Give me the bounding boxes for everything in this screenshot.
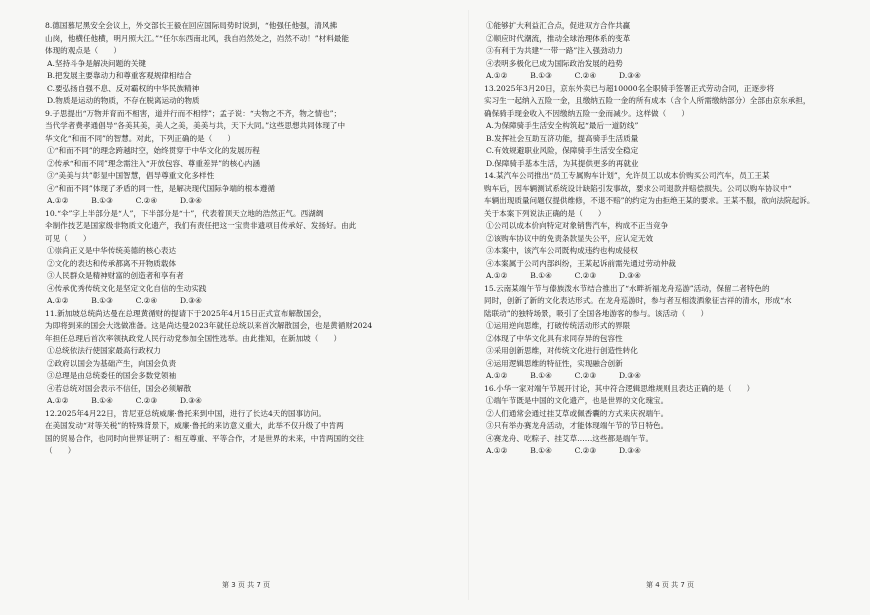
question-stem-line: 华文化“和而不同”的智慧。对此，下列正确的是（ ）: [45, 133, 236, 143]
answer-option: ④“和而不同”体现了矛盾的同一性，是解决现代国际争端的根本遵循: [47, 183, 275, 193]
question-stem-line: 购车后，因车辆测试系统设计缺陷引发事故，要求公司退款并赔偿损失。公司以购车协议中“: [484, 183, 792, 193]
question-block: [484, 283, 870, 383]
question-block: [45, 408, 450, 458]
question-stem-line: 10.“伞”字上半部分是“人”，下半部分是“十”，代表着顶天立地的浩然正气。西湖绸: [45, 208, 324, 218]
right-page-column: [484, 20, 870, 458]
answer-option: B.把发展主要靠动力和尊重客观规律相结合: [47, 71, 192, 80]
question-stem-line: （ ）: [45, 446, 76, 455]
question-stem-line: 16.小华一家对端午节展开讨论，其中符合逻辑思维规则且表达正确的是（ ）: [484, 383, 755, 393]
question-stem-line: 确保骑手现金收入不因缴纳五险一金而减少。这样做（ ）: [484, 108, 690, 118]
answer-option: ③只有举办赛龙舟活动，才能体现端午节的节日特色。: [486, 421, 669, 430]
answer-option: ④传承优秀传统文化是坚定文化自信的生动实践: [47, 283, 207, 293]
answer-option: ②政府以国会为基础产生，向国会负责: [47, 358, 177, 368]
question-stem-line: 14.某汽车公司推出“员工专属购车计划”，允许员工以成本价购买公司汽车，员工王某: [484, 171, 770, 180]
page-number-left: 第 3 页 共 7 页: [222, 581, 271, 589]
answer-option: A.①② B.①③ C.②④ D.③④: [47, 196, 202, 205]
question-block: [484, 83, 870, 171]
answer-option: ②该购车协议中的免责条款显失公平，应认定无效: [486, 233, 654, 243]
answer-option: A.为保障骑手生活安全构筑起“最后一道防线”: [486, 121, 639, 130]
question-stem-line: 伞制作技艺是国家级非物质文化遗产，我们有责任把这一宝贵非遗项目传承好、发扬好。由此: [45, 221, 357, 230]
answer-option: ④表明多极化已成为国际政治发展的趋势: [486, 58, 623, 68]
question-stem-line: 实习生一起纳入五险一金，且缴纳五险一金的所有成本（含个人所需缴纳部分）全部由京东承担，: [484, 96, 811, 105]
answer-option: ②体现了中华文化具有求同存异的包容性: [486, 333, 623, 343]
question-block: [484, 383, 870, 458]
answer-option: ④运用逻辑思维的特征性，实现融合创新: [486, 358, 623, 368]
answer-option: A.①② B.①④ C.②③ D.③④: [486, 446, 641, 455]
answer-option: ④赛龙舟、吃粽子、挂艾草……这些都是端午节。: [486, 433, 654, 443]
question-stem-line: 体现的观点是（ ）: [45, 46, 121, 55]
answer-option: B.发挥社会互助互济功能，提高骑手生活质量: [486, 133, 639, 143]
answer-option: C.有效规避职业风险，保障骑手生活安全稳定: [486, 146, 639, 155]
answer-option: ①崇尚正义是中华传统美德的核心表达: [47, 246, 177, 255]
answer-option: D.保障骑手基本生活，为其提供更多的再就业: [486, 158, 639, 168]
question-stem-line: 年担任总理后首次率领执政党人民行动党参加全国性选举。由此推知，在新加坡（ ）: [45, 333, 342, 343]
answer-option: ③有利于为共建“一带一路”注入强劲动力: [486, 46, 623, 55]
question-stem-line: 国的贸易合作，也同时向世界证明了：相互尊重、平等合作，才是世界的未来，中肯两国的交往: [45, 433, 364, 443]
question-block: [45, 208, 450, 308]
question-stem-line: 同时，创新了新的文化表达形式。在龙舟巡游时，参与者互相泼洒象征吉祥的清水，形成“水: [484, 296, 792, 305]
question-stem-line: 12.2025年4月22日，肯尼亚总统威廉·鲁托来到中国，进行了长达4天的国事访问。: [45, 408, 326, 418]
answer-option: A.①② B.①③ C.②④ D.③④: [47, 296, 202, 305]
answer-option: ③采用创新思维，对传统文化进行创造性转化: [486, 346, 638, 355]
question-stem-line: 当代学者费孝通倡导“各美其美，美人之美，美美与共，天下大同。”这些思想共同体现了中: [45, 121, 346, 130]
question-stem-line: 9.子思提出“万物并育而不相害，道并行而不相悖”；孟子说：“夫物之不齐，物之情也”；: [45, 108, 342, 118]
question-block: [484, 20, 870, 83]
question-block: [45, 20, 450, 108]
answer-option: ②顺应时代潮流，推动全球治理体系的变革: [486, 33, 631, 43]
answer-option: ①总统依法行使国家最高行政权力: [47, 346, 161, 355]
question-stem-line: 车辆出现质量问题仅提供维修，不退不赔”的约定为由拒绝王某的要求。王某不服，欲向法院起诉。: [484, 196, 815, 205]
answer-option: D.物质是运动的物质，不存在脱离运动的物质: [47, 96, 200, 105]
question-stem-line: 13.2025年3月20日，京东外卖已与超10000名全职骑手签署正式劳动合同，正逐步将: [484, 83, 775, 93]
question-block: [45, 308, 450, 408]
answer-option: ①端午节既是中国的文化遗产，也是世界的文化瑰宝。: [486, 396, 669, 405]
answer-option: C.要弘扬自强不息、反对霸权的中华民族精神: [47, 83, 200, 93]
question-stem-line: 11.新加坡总统尚达曼在总理黄循财的提请下于2025年4月15日正式宣布解散国会，: [45, 308, 327, 318]
question-stem-line: 8.德国慕尼黑安全会议上，外交部长王毅在回应国际局势时说到，“他强任他强，清风拂: [45, 21, 338, 30]
answer-option: ③本案中，该汽车公司既构成违约也构成侵权: [486, 246, 638, 255]
answer-option: A.①② B.①③ C.②④ D.③④: [486, 71, 641, 80]
left-page-column: [45, 20, 450, 458]
answer-option: ①能够扩大利益汇合点，促进双方合作共赢: [486, 21, 631, 30]
answer-option: ①运用逆向思维，打破传统活动形式的界限: [486, 321, 631, 330]
answer-option: ②传承“和而不同”理念需注入“开放包容、尊重差异”的核心内涵: [47, 158, 260, 168]
question-stem-line: 陆联动”的独特场景，吸引了全国各地游客的参与。该活动（ ）: [484, 308, 709, 318]
question-stem-line: 山岗，他横任他横，明月照大江。”“任尔东西南北风，我自岿然处之，岿然不动！”材料最能: [45, 33, 349, 43]
answer-option: ①“和而不同”的理念跨越时空，始终贯穿于中华文化的发展历程: [47, 146, 260, 155]
answer-option: ②人们通常会通过挂艾草或佩香囊的方式来庆祝端午。: [486, 408, 669, 418]
answer-option: ④本案属于公司内部纠纷，王某起诉前需先通过劳动仲裁: [486, 258, 676, 268]
answer-option: ③“美美与共”彰显中国智慧，倡导尊重文化多样性: [47, 171, 215, 180]
answer-option: A.①② B.①④ C.②③ D.③④: [486, 271, 641, 280]
answer-option: A.①② B.①④ C.②③ D.③④: [486, 371, 641, 380]
question-stem-line: 可见（ ）: [45, 233, 91, 243]
page-number-right: 第 4 页 共 7 页: [646, 581, 695, 589]
answer-option: ②文化的表达和传承都离不开物质载体: [47, 258, 177, 268]
page-fold-line: [468, 10, 469, 600]
answer-option: A.①② B.①④ C.②③ D.③④: [47, 396, 202, 405]
question-stem-line: 在美国发动“对等关税”的特殊背景下，威廉·鲁托的来访意义重大，此举不仅升级了中肯两: [45, 421, 344, 430]
question-stem-line: 关于本案下列说法正确的是（ ）: [484, 208, 606, 218]
answer-option: A.坚持斗争是解决问题的关键: [47, 58, 147, 68]
answer-option: ③人民群众是精神财富的创造者和享有者: [47, 271, 184, 280]
question-block: [45, 108, 450, 208]
question-stem-line: 15.云南某端午节与傣族泼水节结合推出了“水畔祈福龙舟巡游”活动，保留二者特色的: [484, 283, 770, 293]
question-block: [484, 170, 870, 283]
answer-option: ①公司以成本价向特定对象销售汽车，构成不正当竞争: [486, 221, 669, 230]
answer-option: ④若总统对国会表示不信任，国会必须解散: [47, 383, 192, 393]
question-stem-line: 为即将到来的国会大选做准备。这是尚达曼2023年就任总统以来首次解散国会，也是黄循财2024: [45, 321, 373, 330]
answer-option: ③总理是由总统委任的国会多数党领袖: [47, 371, 177, 380]
